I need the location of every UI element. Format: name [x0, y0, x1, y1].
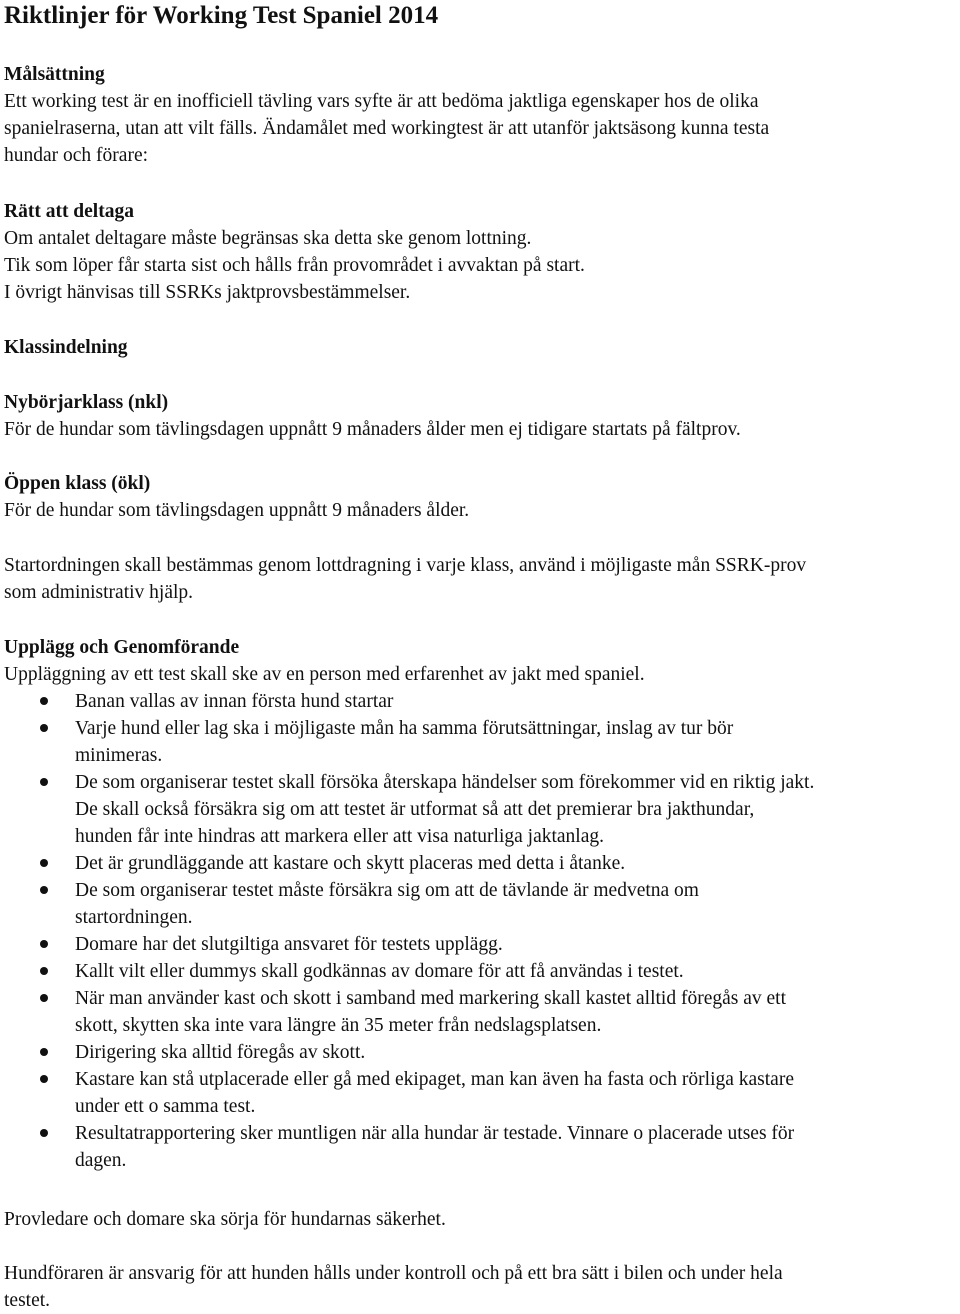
bullet-line: dagen.: [75, 1150, 127, 1171]
heading-malsattning: Målsättning: [4, 64, 105, 85]
bullet-dot-icon: [40, 1129, 48, 1137]
paragraph-line: Hundföraren är ansvarig för att hunden hålls under kontroll och på ett bra sätt i bilen och under hela: [4, 1263, 783, 1284]
bullet-line: Kastare kan stå utplacerade eller gå med ekipaget, man kan även ha fasta och rörliga kastare: [75, 1069, 794, 1090]
heading-nybörjarklass: Nybörjarklass (nkl): [4, 392, 169, 413]
bullet-list: [4, 688, 958, 1174]
bullet-line: minimeras.: [75, 745, 163, 766]
bullet-item: [4, 688, 958, 715]
paragraph-line: som administrativ hjälp.: [4, 582, 194, 603]
section-handler: [4, 1260, 958, 1314]
section-ratt-att-deltaga: [4, 198, 958, 306]
paragraph-line: Om antalet deltagare måste begränsas ska detta ske genom lottning.: [4, 228, 532, 249]
paragraph-line: Tik som löper får starta sist och hålls från provområdet i avvaktan på start.: [4, 255, 585, 276]
bullet-item: [4, 958, 958, 985]
bullet-line: Resultatrapportering sker muntligen när alla hundar är testade. Vinnare o placerade utses för: [75, 1123, 795, 1144]
heading-upplagg: Upplägg och Genomförande: [4, 637, 240, 658]
bullet-line: Kallt vilt eller dummys skall godkännas av domare för att få användas i testet.: [75, 961, 684, 982]
heading-ratt-att-deltaga: Rätt att deltaga: [4, 201, 134, 222]
bullet-dot-icon: [40, 778, 48, 786]
bullet-item: [4, 1039, 958, 1066]
bullet-line: Dirigering ska alltid föregås av skott.: [75, 1042, 366, 1063]
paragraph-line: Provledare och domare ska sörja för hundarnas säkerhet.: [4, 1209, 446, 1230]
bullet-dot-icon: [40, 940, 48, 948]
section-startordning: [4, 552, 958, 606]
paragraph-line: Ett working test är en inofficiell tävling vars syfte är att bedöma jaktliga egenskaper hos de olika: [4, 91, 759, 112]
bullet-line: Banan vallas av innan första hund startar: [75, 691, 394, 712]
bullet-dot-icon: [40, 859, 48, 867]
bullet-item: [4, 931, 958, 958]
bullet-line: under ett o samma test.: [75, 1096, 256, 1117]
bullet-item: [4, 1066, 958, 1120]
section-upplagg: [4, 634, 958, 1174]
section-klassindelning: [4, 334, 958, 361]
bullet-item: [4, 1120, 958, 1174]
bullet-line: Det är grundläggande att kastare och skytt placeras med detta i åtanke.: [75, 853, 626, 874]
bullet-line: skott, skytten ska inte vara längre än 35 meter från nedslagsplatsen.: [75, 1015, 602, 1036]
paragraph-line: För de hundar som tävlingsdagen uppnått 9 månaders ålder men ej tidigare startats på fältprov.: [4, 419, 741, 440]
section-safety: [4, 1206, 958, 1233]
bullet-item: [4, 769, 958, 850]
paragraph-line: Uppläggning av ett test skall ske av en person med erfarenhet av jakt med spaniel.: [4, 664, 645, 685]
bullet-item: [4, 715, 958, 769]
bullet-dot-icon: [40, 724, 48, 732]
heading-klassindelning: Klassindelning: [4, 337, 128, 358]
section-nybörjarklass: [4, 389, 958, 443]
bullet-line: startordningen.: [75, 907, 193, 928]
bullet-item: [4, 850, 958, 877]
bullet-item: [4, 877, 958, 931]
bullet-line: hunden får inte hindras att markera eller att visa naturliga jaktanlag.: [75, 826, 604, 847]
bullet-dot-icon: [40, 697, 48, 705]
bullet-line: De som organiserar testet skall försöka återskapa händelser som förekommer vid en riktig jakt.: [75, 772, 815, 793]
bullet-item: [4, 985, 958, 1039]
bullet-line: De skall också försäkra sig om att testet är utformat så att det premierar bra jakthundar,: [75, 799, 755, 820]
bullet-dot-icon: [40, 994, 48, 1002]
bullet-dot-icon: [40, 1048, 48, 1056]
paragraph-line: För de hundar som tävlingsdagen uppnått 9 månaders ålder.: [4, 500, 470, 521]
paragraph-line: hundar och förare:: [4, 145, 149, 166]
bullet-dot-icon: [40, 1075, 48, 1083]
heading-oppen-klass: Öppen klass (ökl): [4, 473, 151, 494]
bullet-line: När man använder kast och skott i samband med markering skall kastet alltid föregås av ett: [75, 988, 786, 1009]
bullet-line: Varje hund eller lag ska i möjligaste mån ha samma förutsättningar, inslag av tur bör: [75, 718, 734, 739]
paragraph-line: I övrigt hänvisas till SSRKs jaktprovsbestämmelser.: [4, 282, 411, 303]
bullet-dot-icon: [40, 967, 48, 975]
bullet-line: De som organiserar testet måste försäkra sig om att de tävlande är medvetna om: [75, 880, 699, 901]
document-title: Riktlinjer för Working Test Spaniel 2014: [4, 2, 439, 29]
bullet-dot-icon: [40, 886, 48, 894]
paragraph-line: testet.: [4, 1290, 51, 1311]
paragraph-line: Startordningen skall bestämmas genom lottdragning i varje klass, använd i möjligaste mån SSRK-prov: [4, 555, 807, 576]
section-oppen-klass: [4, 470, 958, 524]
bullet-line: Domare har det slutgiltiga ansvaret för testets upplägg.: [75, 934, 503, 955]
section-malsattning: [4, 61, 958, 169]
paragraph-line: spanielraserna, utan att vilt fälls. Ändamålet med workingtest är att utanför jaktsäsong kunna testa: [4, 118, 770, 139]
